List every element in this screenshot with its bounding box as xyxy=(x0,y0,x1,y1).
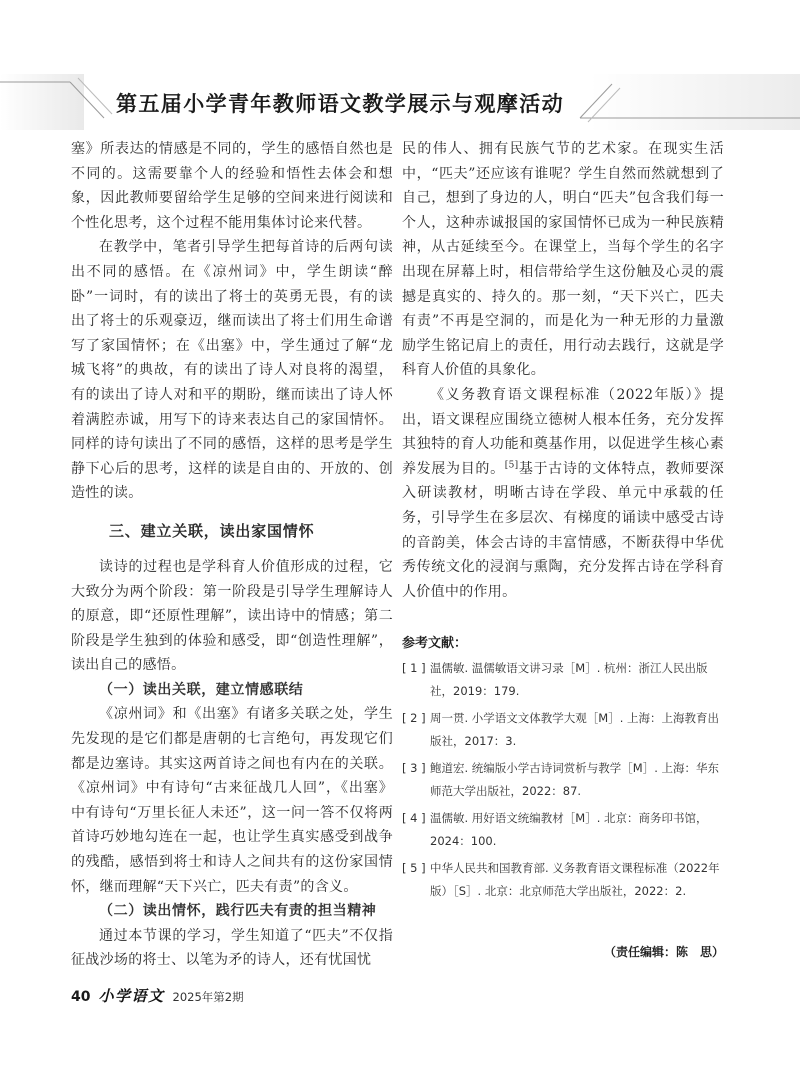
references-list xyxy=(402,657,724,902)
paragraph-text: 《义务教育语文课程标准（2022年版）》提出，语文课程应围绕立德树人根本任务，充分发挥其独特的育人功能和奠基作用，以促进学生核心素养发展为目的。 xyxy=(402,386,724,477)
paragraph: 《凉州词》和《出塞》有诸多关联之处，学生先发现的是它们都是唐朝的七言绝句，再发现它们都是边塞诗。其实这两首诗之间也有内在的关联。《凉州词》中有诗句“古来征战几人回”，《出塞》中有诗句“万里长征人未还”，这一问一答不仅将两首诗巧妙地勾连在一起，也让学生真实感受到战争的残酷，感悟到将士和诗人之间共有的这份家国情怀，继而理解“天下兴亡，匹夫有责”的含义。 xyxy=(71,706,393,895)
paragraph-text: 基于古诗的文体特点，教师要深入研读教材，明晰古诗在学段、单元中承载的任务，引导学生在多层次、有梯度的诵读中感受古诗的音韵美，体会古诗的丰富情感，不断获得中华优秀传统文化的浸润与熏陶，充分发挥古诗在学科育人价值中的作用。 xyxy=(402,460,724,600)
citation-marker: [5] xyxy=(504,460,519,471)
reference-number: [ 4 ] xyxy=(402,811,426,826)
section-heading: 三、建立关联，读出家国情怀 xyxy=(109,521,315,540)
reference-text: 温儒敏. 温儒敏语文讲习录［M］. 杭州：浙江人民出版社，2019：179. xyxy=(430,661,708,698)
references-title: 参考文献： xyxy=(402,636,468,652)
reference-number: [ 5 ] xyxy=(402,861,426,876)
reference-number: [ 3 ] xyxy=(402,761,426,776)
right-column xyxy=(402,137,724,907)
reference-text: 温儒敏. 用好语文统编教材［M］. 北京：商务印书馆，2024：100. xyxy=(430,811,708,848)
reference-item xyxy=(402,807,724,852)
reference-item xyxy=(402,657,724,702)
reference-number: [ 1 ] xyxy=(402,661,426,676)
left-column xyxy=(71,137,393,973)
reference-text: 中华人民共和国教育部. 义务教育语文课程标准（2022年版）［S］. 北京：北京师范大学出版社，2022：2. xyxy=(430,861,720,898)
paragraph: 读诗的过程也是学科育人价值形成的过程，它大致分为两个阶段：第一阶段是引导学生理解诗人的原意，即“还原性理解”，读出诗中的情感；第二阶段是学生独到的体验和感受，即“创造性理解”，读出自己的感悟。 xyxy=(71,558,393,674)
responsible-editor: （责任编辑：陈 思） xyxy=(603,945,724,959)
sub-heading: （二）读出情怀，践行匹夫有责的担当精神 xyxy=(99,903,377,920)
journal-name: 小学语文 xyxy=(98,987,165,1005)
paragraph: 民的伟人、拥有民族气节的艺术家。在现实生活中，“匹夫”还应该有谁呢？学生自然而然就想到了自己，想到了身边的人，明白“匹夫”包含我们每一个人，这种赤诚报国的家国情怀已成为一种民族精神，从古延续至今。在课堂上，当每个学生的名字出现在屏幕上时，相信带给学生这份触及心灵的震撼是真实的、持久的。那一刻，“天下兴亡，匹夫有责”不再是空洞的，而是化为一种无形的力量激励学生铭记肩上的责任，用行动去践行，这就是学科育人价值的具象化。 xyxy=(402,141,724,379)
page-number: 40 xyxy=(71,989,91,1005)
reference-item xyxy=(402,707,724,752)
reference-text: 鲍道宏. 统编版小学古诗词赏析与教学［M］. 上海：华东师范大学出版社，2022：87. xyxy=(430,761,720,798)
reference-text: 周一贯. 小学语文文体教学大观［M］. 上海：上海教育出版社，2017：3. xyxy=(430,711,720,748)
reference-item xyxy=(402,757,724,802)
sub-heading: （一）读出关联，建立情感联结 xyxy=(99,681,304,698)
paragraph: 塞》所表达的情感是不同的，学生的感悟自然也是不同的。这需要靠个人的经验和悟性去体会和想象，因此教师要留给学生足够的空间来进行阅读和个性化思考，这个过程不能用集体讨论来代替。 xyxy=(71,141,393,231)
paragraph: 通过本节课的学习，学生知道了“匹夫”不仅指征战沙场的将士、以笔为矛的诗人，还有忧国忧 xyxy=(71,927,393,969)
reference-number: [ 2 ] xyxy=(402,711,426,726)
issue-label: 2025年第2期 xyxy=(172,990,244,1004)
paragraph xyxy=(402,383,724,604)
paragraph: 在教学中，笔者引导学生把每首诗的后两句读出不同的感悟。在《凉州词》中，学生朗读“醉卧”一词时，有的读出了将士的英勇无畏，有的读出了将士的乐观豪迈，继而读出了将士们用生命谱写了家国情怀；在《出塞》中，学生通过了解“龙城飞将”的典故，有的读出了诗人对良将的渴望，有的读出了诗人对和平的期盼，继而读出了诗人怀着满腔赤诚，用写下的诗来表达自己的家国情怀。同样的诗句读出了不同的感悟，这样的思考是学生静下心后的思考，这样的读是自由的、开放的、创造性的读。 xyxy=(71,239,393,502)
reference-item xyxy=(402,857,724,902)
page-footer xyxy=(71,985,244,1007)
page-header-title: 第五届小学青年教师语文教学展示与观摩活动 xyxy=(116,92,564,116)
